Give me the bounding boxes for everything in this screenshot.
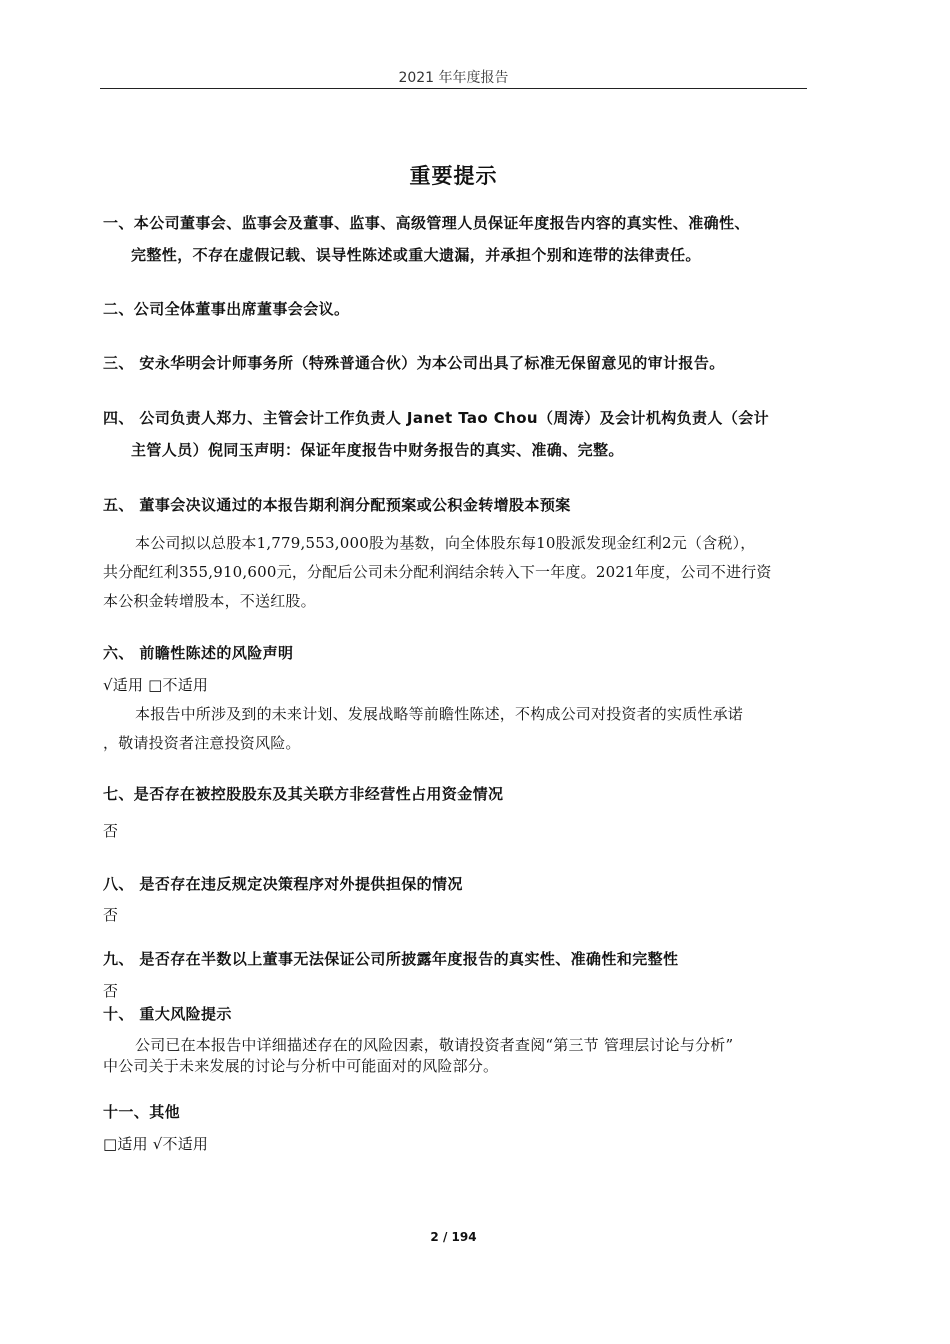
section-1-line-2: 完整性，不存在虚假记载、误导性陈述或重大遗漏，并承担个别和连带的法律责任。 xyxy=(131,246,701,264)
section-10-body-line-1: 公司已在本报告中详细描述存在的风险因素，敬请投资者查阅“第三节 管理层讨论与分析” xyxy=(135,1036,734,1054)
section-9-answer: 否 xyxy=(103,982,119,1000)
section-6-body-line-1: 本报告中所涉及到的未来计划、发展战略等前瞻性陈述，不构成公司对投资者的实质性承诺 xyxy=(135,705,744,723)
section-5-body-line-2: 共分配红利355,910,600元，分配后公司未分配利润结余转入下一年度。2021年度，公司不进行资 xyxy=(103,563,772,581)
section-7-answer: 否 xyxy=(103,822,119,840)
section-3-heading: 三、 安永华明会计师事务所（特殊普通合伙）为本公司出具了标准无保留意见的审计报告。 xyxy=(103,354,725,372)
header-divider xyxy=(100,88,807,89)
section-4-line-1: 四、 公司负责人郑力、主管会计工作负责人 Janet Tao Chou（周涛）及会计机构负责人（会计 xyxy=(103,409,770,427)
section-11-heading: 十一、其他 xyxy=(103,1103,181,1121)
page-number: 2 / 194 xyxy=(430,1230,477,1244)
page-title: 重要提示 xyxy=(409,164,498,188)
section-1-line-1: 一、本公司董事会、监事会及董事、监事、高级管理人员保证年度报告内容的真实性、准确性、 xyxy=(103,214,750,232)
section-11-applicability: □适用 √不适用 xyxy=(103,1135,209,1153)
section-5-heading: 五、 董事会决议通过的本报告期利润分配预案或公积金转增股本预案 xyxy=(103,496,571,514)
section-6-applicability: √适用 □不适用 xyxy=(103,676,209,694)
section-7-heading: 七、是否存在被控股股东及其关联方非经营性占用资金情况 xyxy=(103,785,504,803)
section-6-heading: 六、 前瞻性陈述的风险声明 xyxy=(103,644,294,662)
section-5-body-line-1: 本公司拟以总股本1,779,553,000股为基数，向全体股东每10股派发现金红利2元（含税）， xyxy=(135,534,756,552)
section-9-heading: 九、 是否存在半数以上董事无法保证公司所披露年度报告的真实性、准确性和完整性 xyxy=(103,950,679,968)
section-6-body-line-2: ，敬请投资者注意投资风险。 xyxy=(103,734,301,752)
section-10-body-line-2: 中公司关于未来发展的讨论与分析中可能面对的风险部分。 xyxy=(103,1057,499,1075)
section-4-line-2: 主管人员）倪同玉声明：保证年度报告中财务报告的真实、准确、完整。 xyxy=(131,441,624,459)
section-10-heading: 十、 重大风险提示 xyxy=(103,1005,232,1023)
section-5-body-line-3: 本公积金转增股本，不送红股。 xyxy=(103,592,316,610)
section-8-heading: 八、 是否存在违反规定决策程序对外提供担保的情况 xyxy=(103,875,463,893)
page-header: 2021 年年度报告 xyxy=(398,70,509,86)
section-2-heading: 二、公司全体董事出席董事会会议。 xyxy=(103,300,350,318)
section-8-answer: 否 xyxy=(103,906,119,924)
